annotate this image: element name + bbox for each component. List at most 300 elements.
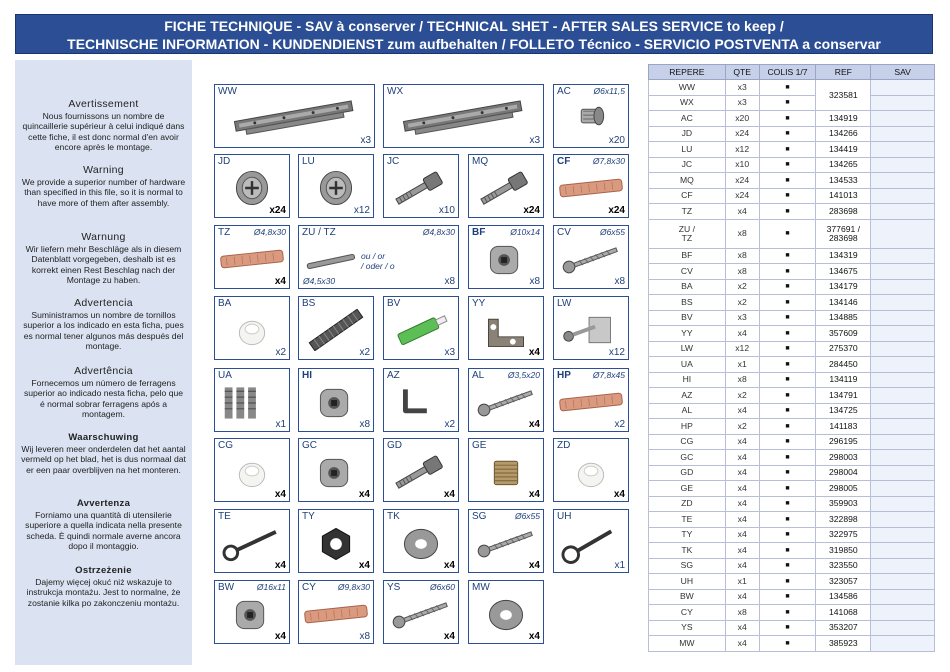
part-code: BV [387,298,401,309]
part-quantity: x8 [359,419,370,430]
cell-sav [871,636,935,652]
cell-qte: x4 [725,434,759,450]
wood-dowel-icon [299,593,373,635]
part-code: CY [302,582,316,593]
cell-repere: YY [649,326,726,342]
part-cell [214,296,290,360]
cell-qte: x2 [725,295,759,311]
cell-qte: x24 [725,126,759,142]
connector-bolt-icon [384,451,458,493]
part-code: YS [387,582,401,593]
part-cell [468,438,544,502]
part-code: TZ [218,227,231,238]
part-quantity: x4 [274,631,286,642]
eye-bolt-icon [215,522,289,564]
cell-sav [871,450,935,466]
col-repere: REPERE [649,65,726,80]
cell-repere: UA [649,357,726,373]
part-code: BW [218,582,235,593]
cell-repere: BV [649,310,726,326]
cell-repere: CY [649,605,726,621]
table-row [649,574,935,590]
cell-ref: 134119 [816,372,871,388]
part-cell [214,225,290,289]
cell-qte: x4 [725,326,759,342]
warning-note [21,164,186,208]
cell-sav [871,481,935,497]
warning-title: Ostrzeżenie [75,565,132,576]
warnings-sidebar [15,60,192,665]
part-quantity: x8 [359,631,370,642]
part-quantity: x4 [528,347,540,358]
part-cell [383,154,459,218]
part-alternative-note: ou / or / oder / o [361,251,395,271]
cell-ref: 141183 [816,419,871,435]
drawer-slide-icon [384,97,543,139]
cell-repere: GD [649,465,726,481]
part-dimension: Ø6x55 [514,511,540,521]
part-code: ZD [557,440,571,451]
part-code: GE [472,440,487,451]
cell-qte: x4 [725,204,759,220]
part-code: CF [557,156,571,167]
part-code: TY [302,511,315,522]
part-quantity: x4 [613,489,625,500]
table-row [649,279,935,295]
cell-sav [871,558,935,574]
cell-repere: GE [649,481,726,497]
table-row [649,341,935,357]
cell-sav [871,310,935,326]
part-cell [383,368,459,432]
col-ref: REF [816,65,871,80]
wrench-icon [554,522,628,564]
cell-qte: x20 [725,111,759,127]
table-row [649,204,935,220]
cell-sav [871,341,935,357]
part-cell [298,154,374,218]
plastic-cap-icon [215,309,289,351]
part-quantity: x12 [353,205,370,216]
cell-ref: 298005 [816,481,871,497]
part-quantity: x12 [608,347,625,358]
cell-qte: x4 [725,496,759,512]
part-code: LW [557,298,572,309]
part-cell [383,438,459,502]
cell-repere: BA [649,279,726,295]
cell-qte: x4 [725,620,759,636]
warning-title: Waarschuwing [68,432,139,443]
cell-sav [871,219,935,248]
cell-sav [871,295,935,311]
cell-ref: 359903 [816,496,871,512]
cam-lock-icon [299,167,373,209]
part-quantity: x2 [614,419,625,430]
cell-ref: 353207 [816,620,871,636]
cell-sav [871,388,935,404]
warning-title: Warning [83,164,124,176]
part-cell [298,580,374,644]
cell-qte: x4 [725,527,759,543]
part-quantity: x8 [614,276,625,287]
part-cell [298,509,374,573]
cell-ref: 275370 [816,341,871,357]
hex-nut-icon [299,522,373,564]
part-code: MQ [472,156,489,167]
cell-ref: 298003 [816,450,871,466]
warning-note [21,431,186,475]
cell-repere: LU [649,142,726,158]
part-dimension: Ø4,8x30 [422,227,455,237]
cell-repere: TK [649,543,726,559]
drawer-slide-icon [215,97,374,139]
cell-ref: 322975 [816,527,871,543]
part-cell [553,296,629,360]
part-code: HP [557,370,571,381]
cell-ref: 134533 [816,173,871,189]
table-row [649,126,935,142]
part-cell [298,225,459,289]
cell-repere: UH [649,574,726,590]
part-dimension: Ø6x11,5 [593,86,625,96]
cell-colis-mark: ■ [759,295,816,311]
washer-stack-icon [215,381,289,423]
part-quantity: x4 [358,560,370,571]
table-row [649,419,935,435]
col-qte: QTE [725,65,759,80]
cell-qte: x12 [725,341,759,357]
cell-ref: 134419 [816,142,871,158]
cell-colis-mark: ■ [759,264,816,280]
cell-ref: 134265 [816,157,871,173]
table-row [649,295,935,311]
cell-qte: x8 [725,264,759,280]
washer-icon [469,593,543,635]
table-row [649,372,935,388]
table-row [649,95,935,111]
cell-ref: 322898 [816,512,871,528]
cell-colis-mark: ■ [759,434,816,450]
table-header-row [649,65,935,80]
cell-ref: 298004 [816,465,871,481]
cell-sav [871,279,935,295]
cell-sav [871,173,935,189]
table-row [649,326,935,342]
barrel-nut-icon [469,238,543,280]
cell-qte: x2 [725,388,759,404]
table-row [649,310,935,326]
part-cell [468,225,544,289]
cell-sav [871,326,935,342]
cell-sav [871,527,935,543]
part-quantity: x4 [274,276,286,287]
cell-qte: x24 [725,173,759,189]
cell-sav [871,80,935,96]
part-cell [298,296,374,360]
warning-title: Avvertenza [76,498,131,509]
part-code: YY [472,298,486,309]
part-quantity: x8 [529,276,540,287]
part-cell [468,368,544,432]
warning-title: Avertissement [68,98,139,110]
cell-colis-mark: ■ [759,248,816,264]
cell-sav [871,372,935,388]
parts-table-container [648,64,935,652]
cell-colis-mark: ■ [759,419,816,435]
cell-sav [871,95,935,111]
part-code: SG [472,511,487,522]
cell-colis-mark: ■ [759,80,816,96]
table-row [649,142,935,158]
cell-ref: 296195 [816,434,871,450]
part-code: WW [218,86,237,97]
cell-qte: x10 [725,157,759,173]
cell-repere: JC [649,157,726,173]
connector-bolt-icon [469,167,543,209]
table-row [649,80,935,96]
cell-sav [871,543,935,559]
cell-colis-mark: ■ [759,636,816,652]
table-row [649,403,935,419]
cell-repere: CG [649,434,726,450]
cell-sav [871,357,935,373]
table-row [649,111,935,127]
table-row [649,450,935,466]
part-cell [214,509,290,573]
part-quantity: x20 [608,135,625,146]
warning-title: Warnung [81,231,126,243]
part-cell [383,296,459,360]
table-row [649,357,935,373]
warning-title: Advertência [74,365,133,377]
cell-repere: BF [649,248,726,264]
part-code: GC [302,440,317,451]
part-dimension: Ø6x55 [599,227,625,237]
cell-repere: JD [649,126,726,142]
part-quantity: x8 [444,276,455,287]
part-quantity: x24 [523,205,540,216]
cell-repere: TY [649,527,726,543]
warning-text: Dajemy więcej okuć niż wskazuje to instrukcja montażu. Jest to normalne, że zostanie kilka po zakonczeniu montażu. [26,577,181,608]
cell-ref: 377691 / 283698 [816,219,871,248]
cell-ref: 323581 [816,80,871,111]
cell-repere: BS [649,295,726,311]
screw-icon [384,593,458,635]
cell-sav [871,496,935,512]
cell-ref: 134919 [816,111,871,127]
cell-sav [871,264,935,280]
cell-ref: 319850 [816,543,871,559]
part-cell [383,84,544,148]
part-dimension: Ø4,8x30 [253,227,286,237]
part-cell [214,84,375,148]
table-row [649,264,935,280]
part-code: TK [387,511,400,522]
cell-repere: YS [649,620,726,636]
cell-qte: x8 [725,605,759,621]
cell-qte: x4 [725,589,759,605]
warning-note [21,297,186,351]
cell-sav [871,248,935,264]
cell-qte: x4 [725,543,759,559]
cell-repere: WX [649,95,726,111]
cell-repere: TE [649,512,726,528]
part-quantity: x4 [528,560,540,571]
cell-colis-mark: ■ [759,219,816,248]
part-quantity: x10 [438,205,455,216]
cell-colis-mark: ■ [759,188,816,204]
cell-ref: 134791 [816,388,871,404]
cell-ref: 134319 [816,248,871,264]
cell-colis-mark: ■ [759,388,816,404]
cell-sav [871,434,935,450]
part-code: UA [218,370,232,381]
cell-colis-mark: ■ [759,605,816,621]
part-dimension: Ø6x60 [429,582,455,592]
cell-colis-mark: ■ [759,111,816,127]
cell-ref: 134725 [816,403,871,419]
warning-title: Advertencia [74,297,133,309]
cell-qte: x8 [725,248,759,264]
table-row [649,605,935,621]
table-row [649,248,935,264]
col-colis: COLIS 1/7 [759,65,816,80]
cell-colis-mark: ■ [759,357,816,373]
cell-qte: x4 [725,558,759,574]
part-dimension: Ø3,5x20 [507,370,540,380]
cell-repere: MQ [649,173,726,189]
cell-sav [871,126,935,142]
table-row [649,620,935,636]
part-cell [298,368,374,432]
cell-qte: x2 [725,419,759,435]
part-cell [383,509,459,573]
warning-note [21,564,186,608]
part-quantity: x2 [444,419,455,430]
screw-icon [469,381,543,423]
cell-repere: CV [649,264,726,280]
part-code: LU [302,156,315,167]
cell-repere: AL [649,403,726,419]
cell-repere: SG [649,558,726,574]
cell-sav [871,574,935,590]
cell-sav [871,157,935,173]
cell-colis-mark: ■ [759,157,816,173]
cell-qte: x12 [725,142,759,158]
table-row [649,465,935,481]
cell-colis-mark: ■ [759,465,816,481]
cell-colis-mark: ■ [759,543,816,559]
warning-text: Wir liefern mehr Beschläge als in diesem Datenblatt vorgegeben, deshalb ist es korrekt einen Rest Beschlag nach der Montage zu haben. [25,244,182,285]
cell-ref: 323057 [816,574,871,590]
part-code: BA [218,298,232,309]
part-cell [298,438,374,502]
part-code: AL [472,370,485,381]
part-cell [468,580,544,644]
part-cell [214,154,290,218]
part-quantity: x2 [359,347,370,358]
cell-qte: x4 [725,403,759,419]
table-row [649,512,935,528]
table-row [649,589,935,605]
plastic-cap-icon [215,451,289,493]
part-dimension: Ø7,8x45 [592,370,625,380]
part-cell [468,509,544,573]
cell-repere: WW [649,80,726,96]
glue-tube-icon [384,309,458,351]
angle-bracket-icon [469,309,543,351]
plastic-cap-icon [554,451,628,493]
part-quantity: x24 [269,205,286,216]
part-dimension: Ø10x14 [510,227,540,237]
cell-repere: AC [649,111,726,127]
cell-sav [871,512,935,528]
table-row [649,188,935,204]
barrel-nut-icon [215,593,289,635]
cell-qte: x8 [725,219,759,248]
part-code: CV [557,227,571,238]
cell-colis-mark: ■ [759,496,816,512]
part-quantity: x1 [614,560,625,571]
cell-qte: x3 [725,80,759,96]
warning-text: Nous fournissons un nombre de quincaillerie supérieur à celui indiqué dans cette fiche, il est donc normal d'en avoir encore après le montage. [22,111,185,152]
cell-ref: 357609 [816,326,871,342]
screw-icon [469,522,543,564]
cell-sav [871,605,935,621]
cell-colis-mark: ■ [759,326,816,342]
part-code: TE [218,511,231,522]
cell-colis-mark: ■ [759,558,816,574]
connector-bolt-icon [384,167,458,209]
cell-repere: MW [649,636,726,652]
washer-icon [384,522,458,564]
strip-icon [299,309,373,351]
cell-sav [871,419,935,435]
cell-qte: x4 [725,450,759,466]
part-quantity: x3 [444,347,455,358]
part-cell [214,368,290,432]
part-quantity: x2 [275,347,286,358]
table-row [649,558,935,574]
cell-colis-mark: ■ [759,450,816,466]
cell-qte: x4 [725,636,759,652]
part-code: JC [387,156,400,167]
part-quantity: x4 [274,489,286,500]
cell-ref: 134885 [816,310,871,326]
cell-repere: ZD [649,496,726,512]
cell-repere: ZU / TZ [649,219,726,248]
cell-ref: 141068 [816,605,871,621]
part-cell [214,438,290,502]
bracket-screw-icon [554,309,628,351]
table-row [649,219,935,248]
barrel-nut-icon [299,451,373,493]
cell-qte: x3 [725,95,759,111]
part-code: MW [472,582,490,593]
part-cell [468,296,544,360]
wood-dowel-icon [554,381,628,423]
cell-colis-mark: ■ [759,142,816,158]
header-title-line-1: FICHE TECHNIQUE - SAV à conserver / TECHNICAL SHET - AFTER SALES SERVICE to keep / [164,18,784,34]
barrel-nut-icon [299,381,373,423]
part-code: GD [387,440,402,451]
part-code: BF [472,227,486,238]
cell-colis-mark: ■ [759,310,816,326]
cell-repere: GC [649,450,726,466]
cell-qte: x4 [725,465,759,481]
cell-colis-mark: ■ [759,481,816,497]
part-cell [553,509,629,573]
